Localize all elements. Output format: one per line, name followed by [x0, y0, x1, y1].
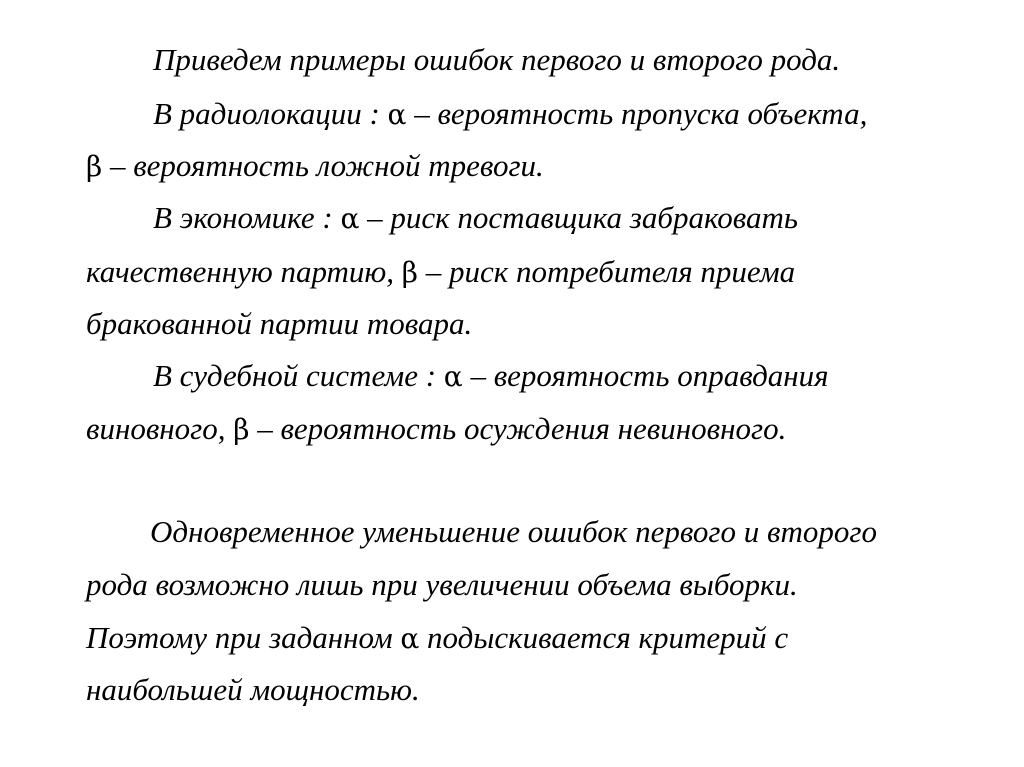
conclusion-line-1 [150, 512, 877, 552]
conclusion-line3-prefix: Поэтому при заданном [86, 620, 401, 655]
economy-beta-text: – риск потребителя приема [417, 254, 796, 289]
court-beta-text: – вероятность осуждения невиновного. [249, 411, 787, 446]
conclusion-text-4: наибольшей мощностью. [86, 672, 420, 707]
beta-symbol: β [86, 150, 103, 183]
alpha-symbol: α [400, 622, 420, 655]
economy-alpha-text: – риск поставщика забраковать [359, 200, 799, 235]
court-line-1 [153, 356, 829, 397]
economy-line2-prefix: качественную партию, [86, 254, 402, 289]
economy-prefix: В экономике : [153, 200, 341, 235]
radar-line-1 [153, 94, 867, 135]
alpha-symbol: α [340, 202, 360, 235]
radar-prefix: В радиолокации : [153, 96, 388, 131]
beta-symbol: β [401, 256, 418, 289]
conclusion-text-2: рода возможно лишь при увеличении объема выборки. [86, 567, 798, 602]
alpha-symbol: α [387, 98, 407, 131]
intro-line [153, 40, 840, 80]
conclusion-line3-rest: подыскивается критерий с [419, 620, 789, 655]
conclusion-line-3 [86, 618, 788, 659]
beta-symbol: β [233, 413, 250, 446]
radar-beta-text: – вероятность ложной тревоги. [102, 148, 544, 183]
economy-line-2 [86, 252, 795, 293]
alpha-symbol: α [443, 360, 463, 393]
economy-line3-text: бракованной партии товара. [86, 306, 473, 341]
economy-line-1 [153, 198, 798, 239]
intro-text: Приведем примеры ошибок первого и второго рода. [153, 42, 841, 77]
radar-line-2 [86, 146, 544, 187]
conclusion-line-2 [86, 565, 798, 605]
radar-alpha-text: – вероятность пропуска объекта, [406, 96, 868, 131]
conclusion-line-4 [86, 670, 420, 710]
court-alpha-text: – вероятность оправдания [462, 358, 829, 393]
economy-line-3 [86, 304, 472, 344]
court-line2-prefix: виновного, [86, 411, 234, 446]
court-prefix: В судебной системе : [153, 358, 444, 393]
conclusion-text-1: Одновременное уменьшение ошибок первого и второго [150, 514, 877, 549]
court-line-2 [86, 409, 786, 450]
